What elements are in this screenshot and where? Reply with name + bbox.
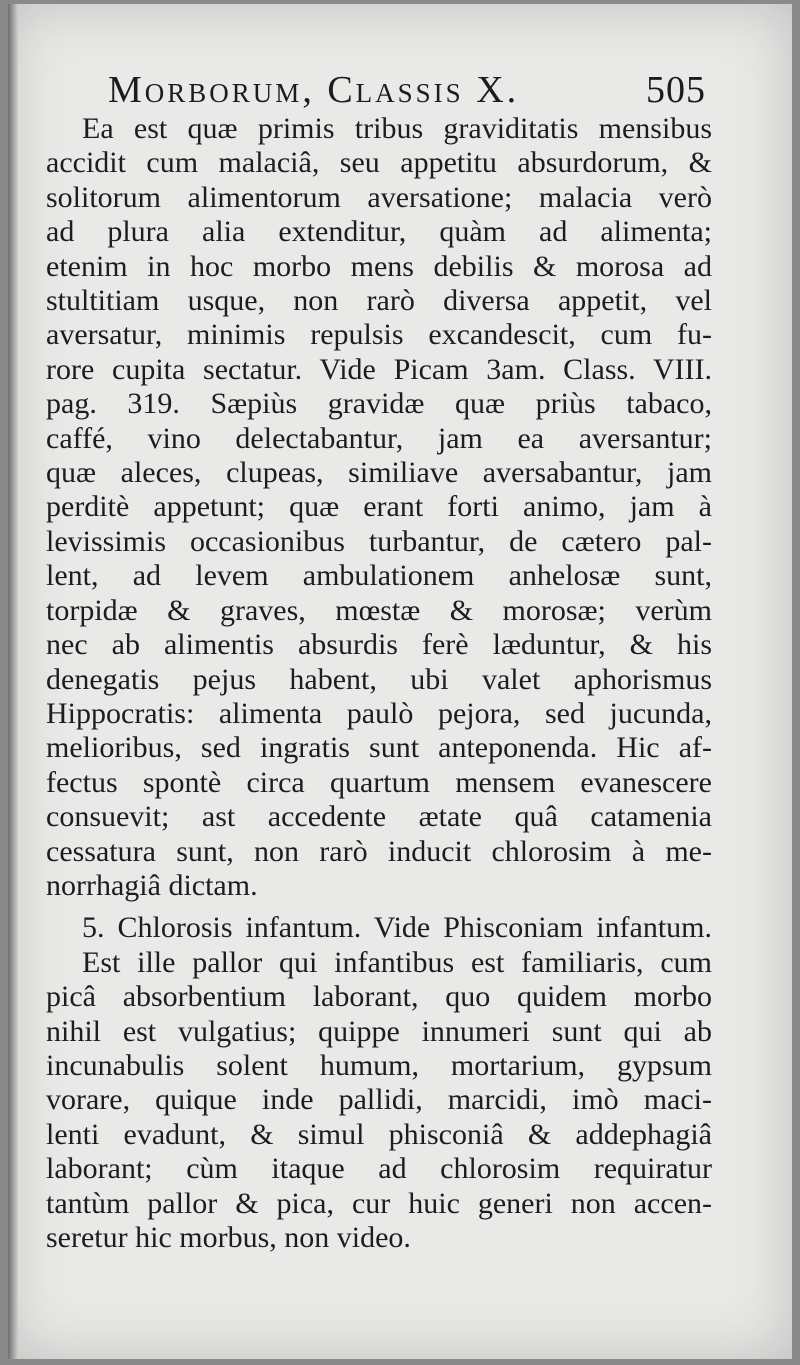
section-heading: 5. Chlorosis infantum. Vide Phisconiam infantum. <box>82 911 712 945</box>
page-gutter-shadow <box>8 4 18 1359</box>
text-line: pag. 319. Sæpiùs gravidæ quæ priùs tabaco, <box>46 387 712 421</box>
paragraph-1 <box>46 112 712 903</box>
text-line: consuevit; ast accedente ætate quâ catamenia <box>46 800 712 834</box>
text-line: caffé, vino delectabantur, jam ea aversantur; <box>46 421 712 455</box>
text-line: norrhagiâ dictam. <box>46 868 258 902</box>
text-line: accidit cum malaciâ, seu appetitu absurdorum, & <box>46 146 712 180</box>
text-line: perditè appetunt; quæ erant forti animo, jam à <box>46 490 712 524</box>
text-line: torpidæ & graves, mœstæ & morosæ; verùm <box>46 593 712 627</box>
page-number: 505 <box>646 69 706 111</box>
text-line: Ea est quæ primis tribus graviditatis mensibus <box>82 112 712 145</box>
text-line: seretur hic morbus, non video. <box>46 1221 411 1254</box>
text-line: ad plura alia extenditur, quàm ad alimenta; <box>46 215 712 249</box>
text-line: lenti evadunt, & simul phisconiâ & addephagiâ <box>46 1117 712 1151</box>
text-line: aversatur, minimis repulsis excandescit, cum fu- <box>46 318 712 352</box>
text-line: melioribus, sed ingratis sunt anteponenda. Hic af- <box>46 731 712 765</box>
running-header <box>108 60 708 112</box>
text-line: solitorum alimentorum aversatione; malacia verò <box>46 180 712 214</box>
paragraph-2 <box>46 946 712 1256</box>
text-line: lent, ad levem ambulationem anhelosæ sunt, <box>46 559 712 593</box>
text-line: tantùm pallor & pica, cur huic generi non accen- <box>46 1186 712 1220</box>
text-line: Hippocratis: alimenta paulò pejora, sed jucunda, <box>46 696 712 730</box>
text-line: incunabulis solent humum, mortarium, gypsum <box>46 1048 712 1082</box>
text-line: cessatura sunt, non rarò inducit chlorosim à me- <box>46 834 712 868</box>
text-line: rore cupita sectatur. Vide Picam 3am. Class. VIII. <box>46 352 712 386</box>
text-line: nec ab alimentis absurdis ferè læduntur, & his <box>46 628 712 662</box>
running-title: Morborum, Classis X. <box>108 69 520 111</box>
text-line: stultitiam usque, non rarò diversa appetit, vel <box>46 284 712 318</box>
text-line: etenim in hoc morbo mens debilis & morosa ad <box>46 249 712 283</box>
text-line: quæ aleces, clupeas, similiave aversabantur, jam <box>46 456 712 490</box>
text-line: levissimis occasionibus turbantur, de cætero pal- <box>46 524 712 558</box>
text-line: nihil est vulgatius; quippe innumeri sunt qui ab <box>46 1014 712 1048</box>
text-line: denegatis pejus habent, ubi valet aphorismus <box>46 662 712 696</box>
text-line: laborant; cùm itaque ad chlorosim requiratur <box>46 1152 712 1186</box>
book-page <box>8 4 792 1359</box>
paragraph-gap <box>46 903 712 911</box>
text-line: picâ absorbentium laborant, quo quidem morbo <box>46 980 712 1014</box>
text-line: Est ille pallor qui infantibus est familiaris, cum <box>82 945 712 979</box>
page-body <box>46 112 712 1255</box>
text-line: fectus spontè circa quartum mensem evanescere <box>46 765 712 799</box>
text-line: vorare, quique inde pallidi, marcidi, imò maci- <box>46 1083 712 1117</box>
